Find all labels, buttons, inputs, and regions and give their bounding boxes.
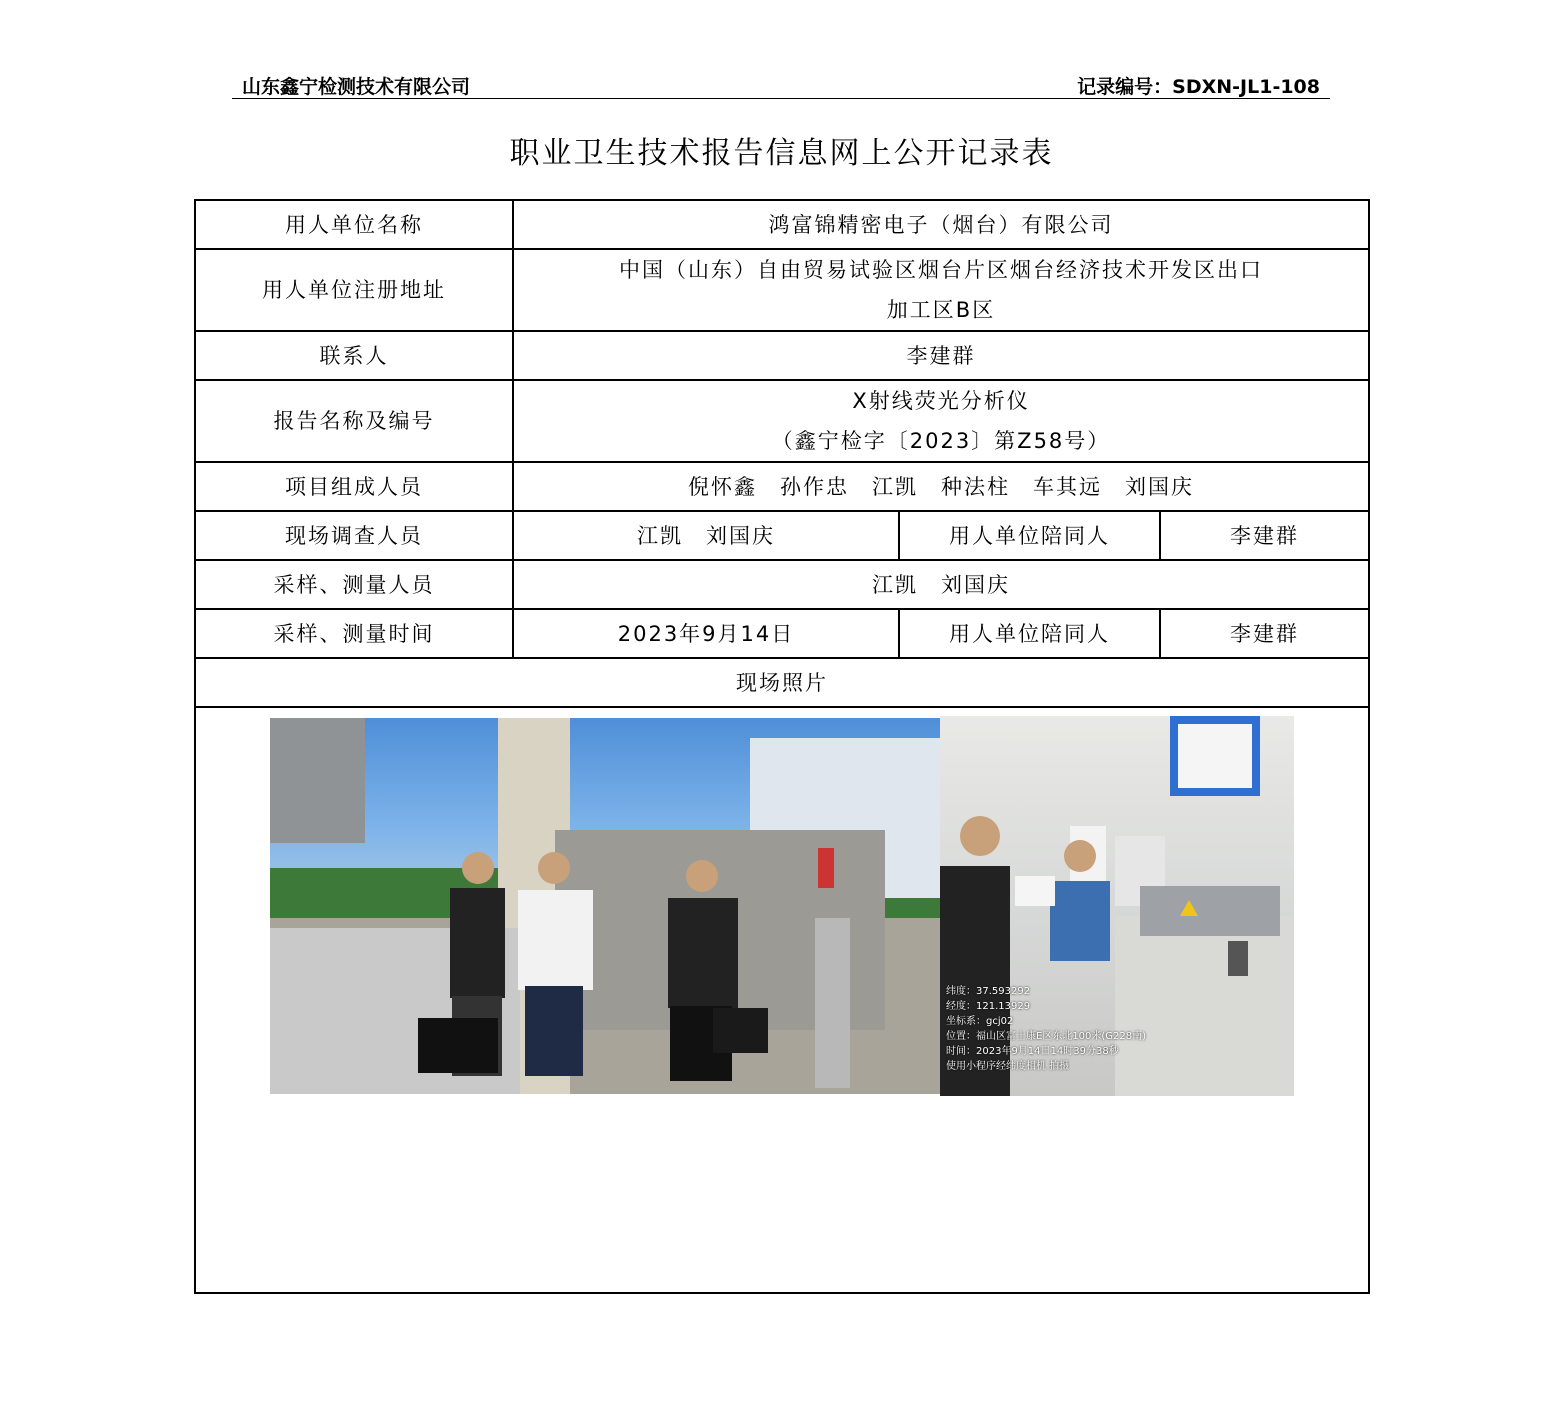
- employer-label: 用人单位名称: [195, 200, 513, 249]
- site-photo-entrance: [270, 718, 940, 1094]
- contact-value: 李建群: [513, 331, 1369, 380]
- page-header: [232, 68, 1330, 99]
- escort-value: 李建群: [1160, 511, 1369, 560]
- address-line-2: 加工区B区: [886, 298, 996, 322]
- overlay-lat: 纬度：37.593292: [946, 986, 1031, 997]
- record-form: [194, 199, 1370, 1294]
- escort2-value: 李建群: [1160, 609, 1369, 658]
- overlay-lng: 经度：121.13929: [946, 1001, 1031, 1012]
- photos-label: 现场照片: [195, 658, 1369, 707]
- report-label: 报告名称及编号: [195, 380, 513, 462]
- overlay-time: 时间：2023年9月14日14时39分38秒: [946, 1046, 1119, 1057]
- sampling-staff-label: 采样、测量人员: [195, 560, 513, 609]
- photos-cell: [195, 707, 1369, 1293]
- team-value: 倪怀鑫 孙作忠 江凯 种法柱 车其远 刘国庆: [513, 462, 1369, 511]
- entrance-scene: [270, 718, 940, 1094]
- survey-value: 江凯 刘国庆: [513, 511, 899, 560]
- record-number: 记录编号：SDXN-JL1-108: [1077, 76, 1320, 98]
- report-name: X射线荧光分析仪: [852, 389, 1030, 413]
- contact-label: 联系人: [195, 331, 513, 380]
- sampling-time-label: 采样、测量时间: [195, 609, 513, 658]
- address-value: [513, 249, 1369, 331]
- overlay-location: 位置：福山区富士康E区东北100米(G228南): [946, 1031, 1147, 1042]
- company-name: 山东鑫宁检测技术有限公司: [242, 76, 471, 98]
- overlay-camera: 使用小程序经纬度相机 拍摄: [946, 1061, 1070, 1072]
- photo-overlay: [946, 984, 1146, 1074]
- document-title: 职业卫生技术报告信息网上公开记录表: [509, 136, 1054, 171]
- survey-label: 现场调查人员: [195, 511, 513, 560]
- overlay-coord: 坐标系：gcj02: [946, 1016, 1014, 1027]
- escort2-label: 用人单位陪同人: [899, 609, 1160, 658]
- employer-value: 鸿富锦精密电子（烟台）有限公司: [513, 200, 1369, 249]
- report-number: （鑫宁检字〔2023〕第Z58号）: [771, 429, 1111, 453]
- report-value: [513, 380, 1369, 462]
- address-line-1: 中国（山东）自由贸易试验区烟台片区烟台经济技术开发区出口: [619, 258, 1264, 282]
- photo-area: [270, 716, 1294, 1096]
- escort-label: 用人单位陪同人: [899, 511, 1160, 560]
- team-label: 项目组成人员: [195, 462, 513, 511]
- site-photo-lab: [940, 716, 1294, 1096]
- address-label: 用人单位注册地址: [195, 249, 513, 331]
- sampling-staff-value: 江凯 刘国庆: [513, 560, 1369, 609]
- sampling-time-value: 2023年9月14日: [513, 609, 899, 658]
